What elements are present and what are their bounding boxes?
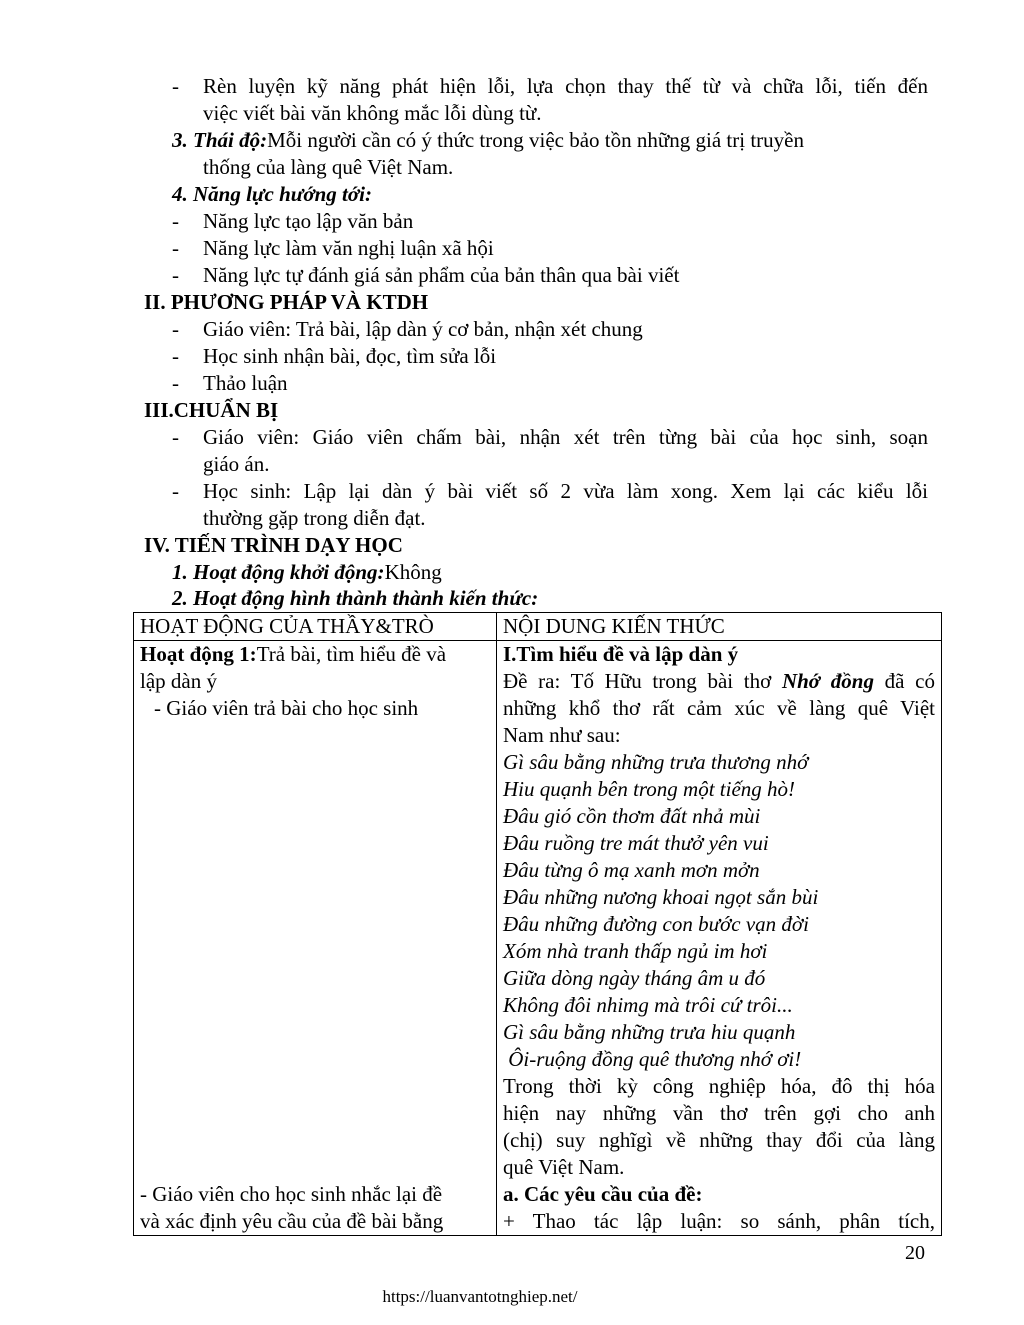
prep-student-cont: thường gặp trong diễn đạt.: [203, 506, 426, 530]
footer-url: https://luanvantotnghiep.net/: [382, 1287, 578, 1306]
bullet-dash: -: [172, 209, 179, 233]
activity-1: [172, 559, 442, 586]
lesson-table: [133, 612, 942, 1236]
table-row: [134, 641, 942, 1236]
question-line: hiện nay những vần thơ trên gợi cho anh: [503, 1101, 935, 1125]
attitude-text: Mỗi người cần có ý thức trong việc bảo tồn những giá trị truyền: [267, 128, 804, 152]
poem-line: Hiu quạnh bên trong một tiếng hò!: [503, 777, 796, 801]
prep-student: Học sinh: Lập lại dàn ý bài viết số 2 vừa làm xong. Xem lại các kiểu lỗi: [203, 479, 928, 503]
requirements-heading: a. Các yêu cầu của đề:: [503, 1182, 703, 1206]
requirement-item: + Thao tác lập luận: so sánh, phân tích,: [503, 1209, 935, 1233]
poem-line: Giữa dòng ngày tháng âm u đó: [503, 966, 766, 990]
activity-1-value: Không: [384, 560, 442, 584]
competency-heading: 4. Năng lực hướng tới:: [172, 182, 372, 206]
bullet-dash: -: [172, 236, 179, 260]
method-item: Học sinh nhận bài, đọc, tìm sửa lỗi: [203, 344, 497, 368]
attitude-label: 3. Thái độ:: [172, 128, 268, 152]
teacher-step: - Giáo viên cho học sinh nhắc lại đề: [140, 1182, 443, 1206]
method-item: Giáo viên: Trả bài, lập dàn ý cơ bản, nhận xét chung: [203, 317, 643, 341]
bullet-dash: -: [172, 371, 179, 395]
prompt-line: Đề ra: Tố Hữu trong bài thơ Nhớ đồng đã có: [503, 669, 935, 693]
poem-line: Đâu ruồng tre mát thưở yên vui: [503, 831, 769, 855]
poem-line: Đâu những nương khoai ngọt sắn bùi: [503, 885, 819, 909]
prompt-line: Nam như sau:: [503, 723, 621, 747]
question-line: quê Việt Nam.: [503, 1155, 625, 1179]
activity-heading: Hoạt động 1:Trả bài, tìm hiểu đề và: [140, 642, 447, 666]
method-item: Thảo luận: [203, 371, 288, 395]
teacher-step: - Giáo viên trả bài cho học sinh: [154, 696, 419, 720]
activity-heading-cont: lập dàn ý: [140, 669, 217, 693]
poem-line: Gì sâu bằng những trưa hiu quạnh: [503, 1020, 796, 1044]
table-header-cell: NỘI DUNG KIẾN THỨC: [497, 613, 942, 641]
skill-item: Năng lực làm văn nghị luận xã hội: [203, 236, 494, 260]
bullet-text-cont: việc viết bài văn không mắc lỗi dùng từ.: [203, 101, 542, 125]
section-heading: IV. TIẾN TRÌNH DẠY HỌC: [144, 533, 403, 557]
bullet-dash: -: [172, 263, 179, 287]
bullet-dash: -: [172, 344, 179, 368]
activity-1-label: 1. Hoạt động khởi động:: [172, 560, 385, 584]
content-heading: I.Tìm hiểu đề và lập dàn ý: [503, 642, 739, 666]
table-header-cell: HOẠT ĐỘNG CỦA THẦY&TRÒ: [134, 613, 497, 641]
skill-item: Năng lực tự đánh giá sản phẩm của bản thân qua bài viết: [203, 263, 680, 287]
poem-line: Xóm nhà tranh thấp ngủ im hơi: [503, 939, 768, 963]
poem-line: Ôi-ruộng đồng quê thương nhớ ơi!: [503, 1047, 802, 1071]
prompt-line: những khổ thơ rất cảm xúc về làng quê Việt: [503, 696, 935, 720]
skill-item: Năng lực tạo lập văn bản: [203, 209, 414, 233]
poem-line: Đâu từng ô mạ xanh mơn mởn: [503, 858, 760, 882]
poem-line: Đâu gió cồn thơm đất nhả mùi: [503, 804, 761, 828]
poem-line: Không đôi nhimg mà trôi cứ trôi...: [503, 993, 793, 1017]
page-number: 20: [905, 1242, 925, 1264]
activity-2-label: 2. Hoạt động hình thành thành kiến thức:: [172, 586, 539, 610]
poem-line: Đâu những đường con bước vạn đời: [503, 912, 809, 936]
content-cell: [497, 641, 942, 1236]
section-heading: III.CHUẨN BỊ: [144, 398, 279, 422]
poem-title: Nhớ đồng: [781, 669, 874, 693]
attitude-item: [172, 127, 928, 154]
table-header-row: [134, 613, 942, 641]
bullet-dash: -: [172, 317, 179, 341]
teacher-step-cont: và xác định yêu cầu của đề bài bằng: [140, 1209, 444, 1233]
section-heading: II. PHƯƠNG PHÁP VÀ KTDH: [144, 290, 429, 314]
teacher-student-cell: [134, 641, 497, 1236]
prep-teacher-cont: giáo án.: [203, 452, 270, 476]
question-line: (chị) suy nghĩgì về những thay đổi của làng: [503, 1128, 935, 1152]
bullet-dash: -: [172, 479, 179, 503]
poem-line: Gì sâu bằng những trưa thương nhớ: [503, 750, 809, 774]
prep-teacher: Giáo viên: Giáo viên chấm bài, nhận xét trên từng bài của học sinh, soạn: [203, 425, 928, 449]
attitude-text-cont: thống của làng quê Việt Nam.: [203, 155, 454, 179]
question-line: Trong thời kỳ công nghiệp hóa, đô thị hóa: [503, 1074, 935, 1098]
bullet-text: Rèn luyện kỹ năng phát hiện lỗi, lựa chọn thay thế từ và chữa lỗi, tiến đến: [203, 74, 928, 98]
bullet-dash: -: [172, 425, 179, 449]
bullet-dash: -: [172, 74, 179, 98]
